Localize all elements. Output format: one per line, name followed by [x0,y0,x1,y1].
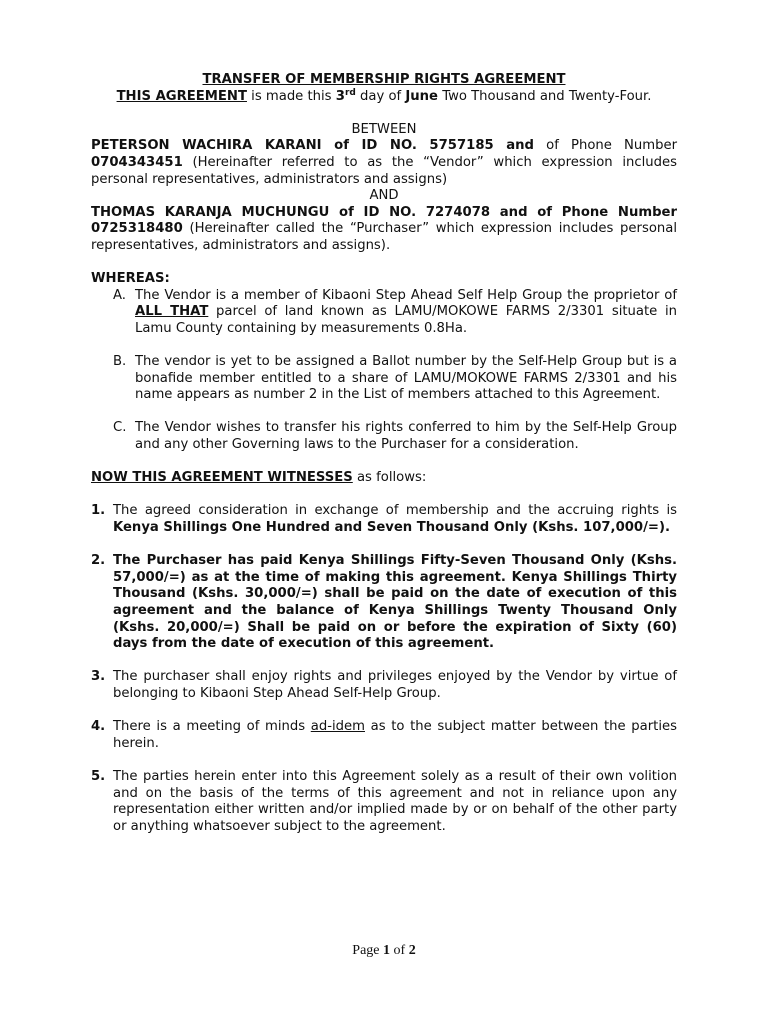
and-label: AND [369,188,399,204]
vendor-phone-prefix: of Phone Number [533,138,677,154]
clause-marker: 2. [91,553,106,569]
intro-year: Two Thousand and Twenty-Four. [438,88,652,104]
clause-marker: 5. [91,768,106,784]
clause-4-text-part2: as to the subject matter between the parties herein. [113,719,677,751]
clause-4-text-part1: There is a meeting of minds [113,719,311,735]
page-label: Page [352,943,384,958]
clause-2 [91,553,677,653]
recital-a [113,288,677,338]
clause-text [113,719,677,752]
intro-day-suffix: rd [344,87,356,98]
page-current: 1 [383,943,391,958]
witnesses-heading: NOW THIS AGREEMENT WITNESSES [91,470,353,486]
recital-marker: A. [113,287,126,303]
this-agreement-label: THIS AGREEMENT [116,88,247,104]
clause-5 [91,769,677,835]
document-page [91,72,677,835]
recital-c [113,420,677,453]
clause-1-text: The agreed consideration in exchange of membership and the accruing rights is [113,503,677,519]
recital-text: The Vendor wishes to transfer his rights conferred to him by the Self-Help Group and any other Governing laws to the Purchaser for a consideration. [135,420,677,453]
vendor-paragraph [91,138,677,188]
recital-a-text-part2: parcel of land known as LAMU/MOKOWE FARMS 2/3301 situate in Lamu County containing by measurements 0.8Ha. [135,304,677,336]
clause-1 [91,503,677,536]
between-label: BETWEEN [351,121,417,137]
spacer [91,338,677,355]
intro-day [336,89,356,104]
purchaser-paragraph [91,205,677,255]
spacer [91,703,677,720]
clause-4 [91,719,677,752]
intro-made-this: is made this [246,88,336,104]
document-title: TRANSFER OF MEMBERSHIP RIGHTS AGREEMENT [202,72,566,87]
vendor-name-id: PETERSON WACHIRA KARANI of ID NO. 5757185 and [91,138,534,154]
spacer [91,487,677,504]
clause-marker: 3. [91,669,106,685]
recital-marker: B. [113,354,127,370]
purchaser-name-id-phone: THOMAS KARANJA MUCHUNGU of ID NO. 7274078 and of Phone Number 0725318480 [91,204,677,237]
all-that-label: ALL THAT [135,304,209,320]
spacer [91,537,677,554]
clause-marker: 1. [91,503,106,519]
spacer [91,653,677,670]
intro-day-number: 3 [335,88,345,104]
page-total: 2 [408,943,416,958]
clause-3 [91,669,677,702]
recital-text: The vendor is yet to be assigned a Ballot number by the Self-Help Group but is a bonafide member entitled to a share of LAMU/MOKOWE FARMS 2/3301 and his name appears as number 2 in the List of members attached to this Agreement. [135,354,677,403]
witnesses-line [91,470,677,487]
clause-text: The Purchaser has paid Kenya Shillings Fifty-Seven Thousand Only (Kshs. 57,000/=) as at the time of making this agreement. Kenya Shillings Thirty Thousand (Kshs. 30,000/=) shall be paid on the date of execution of this agreement and the balance of Kenya Shillings Twenty Thousand Only (Kshs. 20,000/=) Shall be paid on or before the expiration of Sixty (60) days from the date of execution of this agreement. [113,553,677,652]
purchaser-description: (Hereinafter called the “Purchaser” which expression includes personal representatives, administrators and assigns). [91,221,677,253]
intro-month: June [405,88,439,104]
ad-idem-term: ad-idem [310,719,365,735]
spacer [91,105,677,122]
spacer [91,752,677,769]
recital-text [135,288,677,338]
recital-b [113,354,677,404]
page-of: of [390,943,409,958]
page-footer [0,943,768,959]
clause-1-amount: Kenya Shillings One Hundred and Seven Thousand Only (Kshs. 107,000/=). [113,520,670,536]
spacer [91,404,677,421]
clause-text [113,503,677,536]
intro-day-of: day of [355,88,406,104]
clause-text: The purchaser shall enjoy rights and privileges enjoyed by the Vendor by virtue of belonging to Kibaoni Step Ahead Self-Help Group. [113,669,677,701]
recital-a-text-part1: The Vendor is a member of Kibaoni Step Ahead Self Help Group the proprietor of [135,287,677,303]
clause-text: The parties herein enter into this Agreement solely as a result of their own volition and on the basis of the terms of this agreement and not in reliance upon any representation either written and/or implied made by or on behalf of the other party or anything whatsoever subject to the agreement. [113,768,677,834]
intro-line [91,89,677,106]
vendor-phone: 0704343451 [91,154,183,170]
vendor-description: (Hereinafter referred to as the “Vendor” which expression includes personal representatives, administrators and assigns) [91,154,677,187]
recital-marker: C. [113,420,127,436]
spacer [91,255,677,272]
clause-marker: 4. [91,719,106,735]
spacer [91,454,677,471]
witnesses-suffix: as follows: [352,470,427,486]
whereas-heading: WHEREAS: [91,271,170,287]
